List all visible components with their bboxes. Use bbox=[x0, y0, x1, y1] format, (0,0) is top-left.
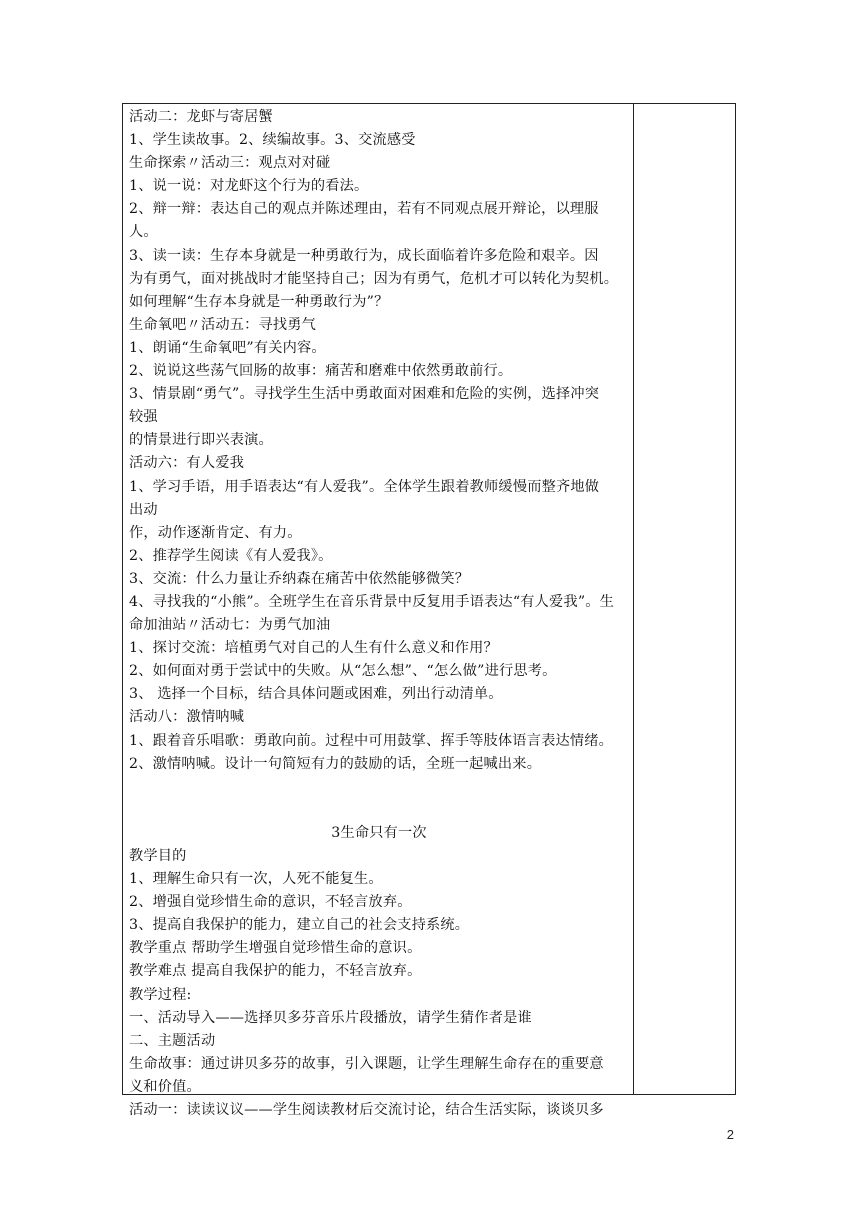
text-line: 1、学生读故事。2、续编故事。3、交流感受 bbox=[129, 132, 416, 149]
column-divider bbox=[633, 104, 634, 1094]
text-line: 二、主题活动 bbox=[129, 1032, 216, 1049]
text-line: 1、探讨交流：培植勇气对自己的人生有什么意义和作用？ bbox=[129, 640, 498, 657]
lesson-table bbox=[122, 103, 736, 1119]
text-line: 活动一：读读议议——学生阅读教材后交流讨论，结合生活实际，谈谈贝多 bbox=[129, 1102, 604, 1119]
text-line: 的情景进行即兴表演。 bbox=[129, 432, 273, 449]
text-line: 教学目的 bbox=[129, 848, 187, 864]
blank-line bbox=[129, 776, 629, 799]
text-line: 生命故事：通过讲贝多芬的故事，引入课题，让学生理解生命存在的重要意 bbox=[129, 1055, 604, 1072]
text-line: 2、推荐学生阅读《有人爱我》。 bbox=[129, 547, 333, 564]
text-line: 为有勇气，面对挑战时才能坚持自己；因为有勇气，危机才可以转化为契机。 bbox=[129, 270, 619, 287]
text-line: 3、提高自我保护的能力，建立自己的社会支持系统。 bbox=[129, 917, 470, 934]
text-line: 生命探索〃活动三：观点对对碰 bbox=[129, 155, 331, 172]
text-line: 作，动作逐渐肯定、有力。 bbox=[129, 524, 302, 541]
text-line: 活动八：激情呐喊 bbox=[129, 709, 245, 726]
text-line: 活动六：有人爱我 bbox=[129, 455, 245, 472]
text-line: 出动 bbox=[129, 501, 158, 518]
text-line: 1、理解生命只有一次，人死不能复生。 bbox=[129, 871, 383, 888]
lesson-content-cell bbox=[129, 106, 629, 1122]
text-line: 生命氧吧〃活动五：寻找勇气 bbox=[129, 316, 317, 333]
text-line: 一、活动导入——选择贝多芬音乐片段播放，请学生猜作者是谁 bbox=[129, 1009, 532, 1026]
text-line: 1、说一说：对龙虾这个行为的看法。 bbox=[129, 178, 369, 195]
blank-line bbox=[129, 799, 629, 822]
text-line: 2、增强自觉珍惜生命的意识，不轻言放弃。 bbox=[129, 894, 412, 911]
text-line: 2、辩一辩：表达自己的观点并陈述理由，若有不同观点展开辩论，以理服 bbox=[129, 201, 599, 218]
text-line: 较强 bbox=[129, 409, 158, 426]
text-line: 教学难点 提高自我保护的能力，不轻言放弃。 bbox=[129, 963, 422, 980]
text-line: 4、寻找我的“小熊”。全班学生在音乐背景中反复用手语表达“有人爱我”。生 bbox=[129, 593, 615, 610]
text-line: 教学过程: bbox=[129, 986, 192, 1003]
section-title: 3生命只有一次 bbox=[331, 824, 427, 841]
text-line: 3、读一读：生存本身就是一种勇敢行为，成长面临着许多危险和艰辛。因 bbox=[129, 247, 599, 264]
text-line: 2、如何面对勇于尝试中的失败。从“怎么想”、“怎么做”进行思考。 bbox=[129, 663, 557, 680]
text-line: 活动二：龙虾与寄居蟹 bbox=[129, 109, 273, 125]
text-line: 1、朗诵“生命氧吧”有关内容。 bbox=[129, 339, 326, 356]
text-line: 如何理解“生存本身就是一种勇敢行为”？ bbox=[129, 293, 389, 310]
text-line: 2、激情呐喊。设计一句简短有力的鼓励的话，全班一起喊出来。 bbox=[129, 755, 542, 772]
page-number: 2 bbox=[726, 1127, 734, 1142]
text-line: 3、交流：什么力量让乔纳森在痛苦中依然能够微笑？ bbox=[129, 570, 470, 587]
text-line: 3、 选择一个目标，结合具体问题或困难，列出行动清单。 bbox=[129, 686, 503, 703]
text-line: 义和价值。 bbox=[129, 1078, 201, 1095]
text-line: 命加油站〃活动七：为勇气加油 bbox=[129, 617, 331, 634]
text-line: 1、学习手语，用手语表达“有人爱我”。全体学生跟着教师缓慢而整齐地做 bbox=[129, 478, 600, 495]
text-line: 3、情景剧“勇气”。寻找学生生活中勇敢面对困难和危险的实例，选择冲突 bbox=[129, 386, 600, 403]
text-line: 教学重点 帮助学生增强自觉珍惜生命的意识。 bbox=[129, 940, 422, 957]
text-line: 2、说说这些荡气回肠的故事：痛苦和磨难中依然勇敢前行。 bbox=[129, 363, 513, 380]
text-line: 1、跟着音乐唱歌：勇敢向前。过程中可用鼓掌、挥手等肢体语言表达情绪。 bbox=[129, 732, 614, 749]
text-line: 人。 bbox=[129, 224, 158, 241]
